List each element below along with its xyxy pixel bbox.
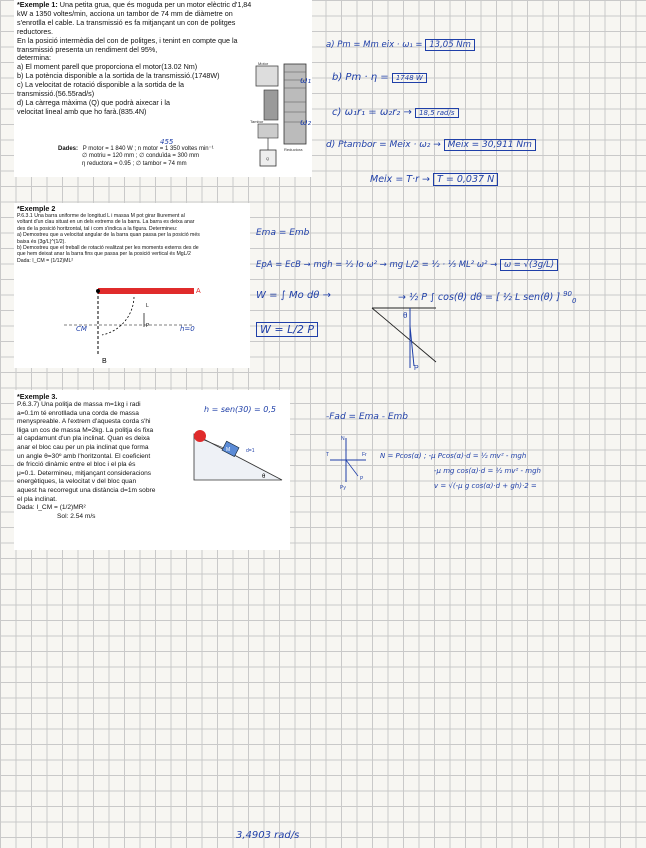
ex3-line: anar el bloc cau per un pla inclinat que forma <box>17 443 149 451</box>
hw-ex2-l2-text: EpA = EcB → mgh = ½ Io ω² → mg L/2 = ½ · ⅓ ML² ω² → <box>256 260 498 270</box>
ex3-line: a=0.1m té enrotllada una corda de massa <box>17 409 139 417</box>
hw-ex1-e-text: Meix = T·r → <box>370 174 431 185</box>
hw-h0: h=0 <box>180 325 195 333</box>
hw-omega-1: ω₁ <box>300 76 312 86</box>
hw-ex1-b-answer: 1748 W <box>392 73 427 83</box>
ex1-line: kW a 1350 voltes/min, acciona un tambor de 74 mm de diàmetre on <box>17 8 233 18</box>
ex1-line: c) La velocitat de rotació disponible a la sortida de la <box>17 80 185 90</box>
hw-ex2-omega-answer: ω = √(3g/L) <box>500 259 558 271</box>
hw-ex3-e2: ; -μ Pcos(α)·d = ½ mv² - mgh <box>424 452 527 460</box>
hw-ex3-force-diagram <box>326 434 376 490</box>
label-p: P <box>146 323 150 329</box>
ex2-line: a) Demostreu que a velocitat angular de la barra quan passa per la posició més <box>17 232 200 239</box>
ex1-line: transmissió.(56.55rad/s) <box>17 89 95 99</box>
data-label: Dades: <box>58 146 79 152</box>
ex3-line: μ=0.1. Determineu, mitjançant consideracions <box>17 469 152 477</box>
example-1-title: *Exemple 1: <box>17 0 58 9</box>
hw-n-label: N <box>341 436 345 442</box>
ex3-line: el pla inclinat. <box>17 495 57 503</box>
hw-ex2-l1: Ema = Emb <box>256 228 310 238</box>
ex1-line: reductores. <box>17 26 53 36</box>
bar-horizontal <box>98 288 194 294</box>
hw-ex1-b-text: b) Pm · η = <box>332 72 389 83</box>
hw-ex1-e <box>370 174 498 185</box>
hw-ex2-l3: W = ∫ Mo dθ → <box>256 290 331 301</box>
ex2-line: que hem deixat anar la barra fins que passa per la posició vertical és MgL/2 <box>17 251 191 258</box>
hw-limit-top: 90 <box>563 290 572 298</box>
ex2-line: b) Demostreu que el treball de rotació realitzat per les moments externs des de <box>17 245 199 252</box>
hw-ex1-a-answer: 13,05 Nm <box>425 39 475 51</box>
data-line: η reductora = 0.95 ; ∅ tambor = 74 mm <box>82 160 187 167</box>
label-b: B <box>102 358 107 365</box>
ex1-line: determina: <box>17 53 51 63</box>
label-l: L <box>146 303 149 309</box>
bar-figure <box>54 283 234 365</box>
hw-limit-bottom: 0 <box>571 297 577 306</box>
ex1-line: d) La càrrega màxima (Q) que podrà aixecar i la <box>17 97 171 107</box>
ex1-line: a) El moment parell que proporciona el motor(13.02 Nm) <box>17 62 198 72</box>
hw-ex3-normal: N = Pcos(α) <box>380 452 422 460</box>
data-line: P motor = 1 840 W ; n motor = 1 350 voltes min⁻¹ <box>82 146 214 152</box>
ex3-solution: Sol: 2.54 m/s <box>57 512 96 520</box>
tambor-label: Tambor <box>250 119 264 124</box>
motor-box <box>256 66 278 86</box>
rotation-arc <box>102 297 134 335</box>
q-label: Q <box>266 156 270 161</box>
ex3-line: Dada: I_CM = (1/2)MR² <box>17 504 86 512</box>
example-3-title: *Exemple 3. <box>17 392 58 401</box>
hw-ex1-d-text: d) Ptambor = Meix · ω₂ → <box>326 140 441 150</box>
ex2-line: voltant d'un clau situat en un dels extrems de la barra. La barra es deixa anar <box>17 219 195 226</box>
ex1-line: Una petita grua, que és moguda per un motor elèctric d'1,84 <box>59 0 252 9</box>
hw-ex2-l3b-text: → ½ P ∫ cos(θ) dθ = [ ½ L sen(θ) ] <box>398 292 561 304</box>
hw-ex1-c-text: c) ω₁r₁ = ω₂r₂ → <box>332 107 412 118</box>
ex2-line: baixa és (3g/L)^(1/2). <box>17 238 66 245</box>
hw-cm: CM <box>76 325 87 333</box>
ex1-line: b) La potència disponible a la sortida de la transmissió.(1748W) <box>17 71 220 81</box>
hw-ex3-h: h = sen(30) = 0,5 <box>204 405 276 414</box>
example-3-card <box>14 390 290 550</box>
hw-ex1-b <box>332 72 427 83</box>
hw-fr-label: Fr <box>362 452 367 458</box>
ex1-line: En la posició intermèdia del con de politges, i tenint en compte que la <box>17 35 238 45</box>
hw-ex1-c-answer: 18,5 rad/s <box>415 108 458 118</box>
hw-ex3-e1: -Fad = Ema - Emb <box>326 412 409 422</box>
hw-ex1-d <box>326 140 536 150</box>
hw-ex2-diagram <box>370 298 470 372</box>
tambor-box <box>258 124 278 138</box>
hw-ex1-c <box>332 107 459 118</box>
theta-label: θ <box>262 474 266 480</box>
example-2-title: *Exemple 2 <box>17 204 56 213</box>
reductora-label: Reductora <box>284 147 303 152</box>
hw-ex2-work-answer: W = L/2 P <box>256 322 318 337</box>
data-line: ∅ motriu = 120 mm ; ∅ conduïda = 300 mm <box>82 153 200 160</box>
hw-py-label: Py <box>340 485 346 490</box>
ex1-line: velocitat lineal amb que ho farà.(835.4N) <box>17 106 147 116</box>
hw-theta: θ <box>403 311 408 320</box>
ex3-line: al capdamunt d'un pla inclinat. Quan es deixa <box>17 435 150 443</box>
hw-t-label: T <box>326 452 330 458</box>
ex3-line: de fricció dinàmic entre el bloc i el pla és <box>17 461 136 469</box>
ex3-line: un angle θ=30º amb l'horitzontal. El coeficient <box>17 452 151 460</box>
hw-bottom-result: 3,4903 rad/s <box>236 830 300 841</box>
d-label: d=1 <box>246 448 255 454</box>
example-1-data <box>58 146 214 168</box>
block-label: M <box>226 447 231 453</box>
hw-ex1-e-answer: T = 0,037 N <box>433 173 498 186</box>
example-3-text <box>17 392 192 521</box>
ex1-line: s'enrotlla el cable. La transmissió es fa mitjançant un con de politges <box>17 17 236 27</box>
ex3-line: menyspreable. A l'extrem d'aquesta corda s'hi <box>17 418 151 426</box>
hw-ex1-a-text: a) Pm = Mm eix · ω₁ = <box>326 40 423 50</box>
example-2-card <box>14 203 250 368</box>
hw-p-label: P <box>360 476 364 482</box>
hw-ex1-a <box>326 40 475 50</box>
ex3-line: lliga un cos de massa M=2kg. La politja és fixa <box>17 426 154 434</box>
label-a: A <box>196 288 201 295</box>
hw-ex3-e3: -μ mg cos(α)·d = ½ mv² - mgh <box>434 467 541 475</box>
inclined-plane <box>194 434 282 480</box>
hw-p: P <box>414 365 419 372</box>
motor-label: Motor <box>258 62 269 66</box>
hw-omega-2: ω₂ <box>300 118 312 128</box>
ex1-line: transmissió presenta un rendiment del 95%, <box>17 44 158 54</box>
ex2-line: des de la posició horitzontal, tal i com s'indica a la figura. Determineu: <box>17 225 178 232</box>
hw-note-455: 455 <box>160 138 174 146</box>
hw-ex1-d-answer: Meix = 30,911 Nm <box>444 139 536 151</box>
incline-figure <box>192 422 288 486</box>
ex3-line: energètiques, la velocitat v del bloc quan <box>17 478 137 486</box>
ex3-line: aquest ha recorregut una distància d=1m sobre <box>17 486 156 494</box>
example-1-text <box>17 1 253 117</box>
ex2-line: Dada: I_CM = (1/12)ML² <box>17 257 74 264</box>
ex3-line: P.6.3.7) Una politja de massa m=1kg i radi <box>17 401 141 408</box>
hw-ex3-e4: v = √(-μ g cos(α)·d + gh)·2 = <box>434 482 537 490</box>
ex2-line: P.6.3.1 Una barra uniforme de longitud L i massa M pot girar lliurement al <box>17 213 185 219</box>
example-1-card <box>14 0 312 177</box>
example-2-text <box>17 204 247 264</box>
hw-ex2-l2 <box>256 260 558 270</box>
